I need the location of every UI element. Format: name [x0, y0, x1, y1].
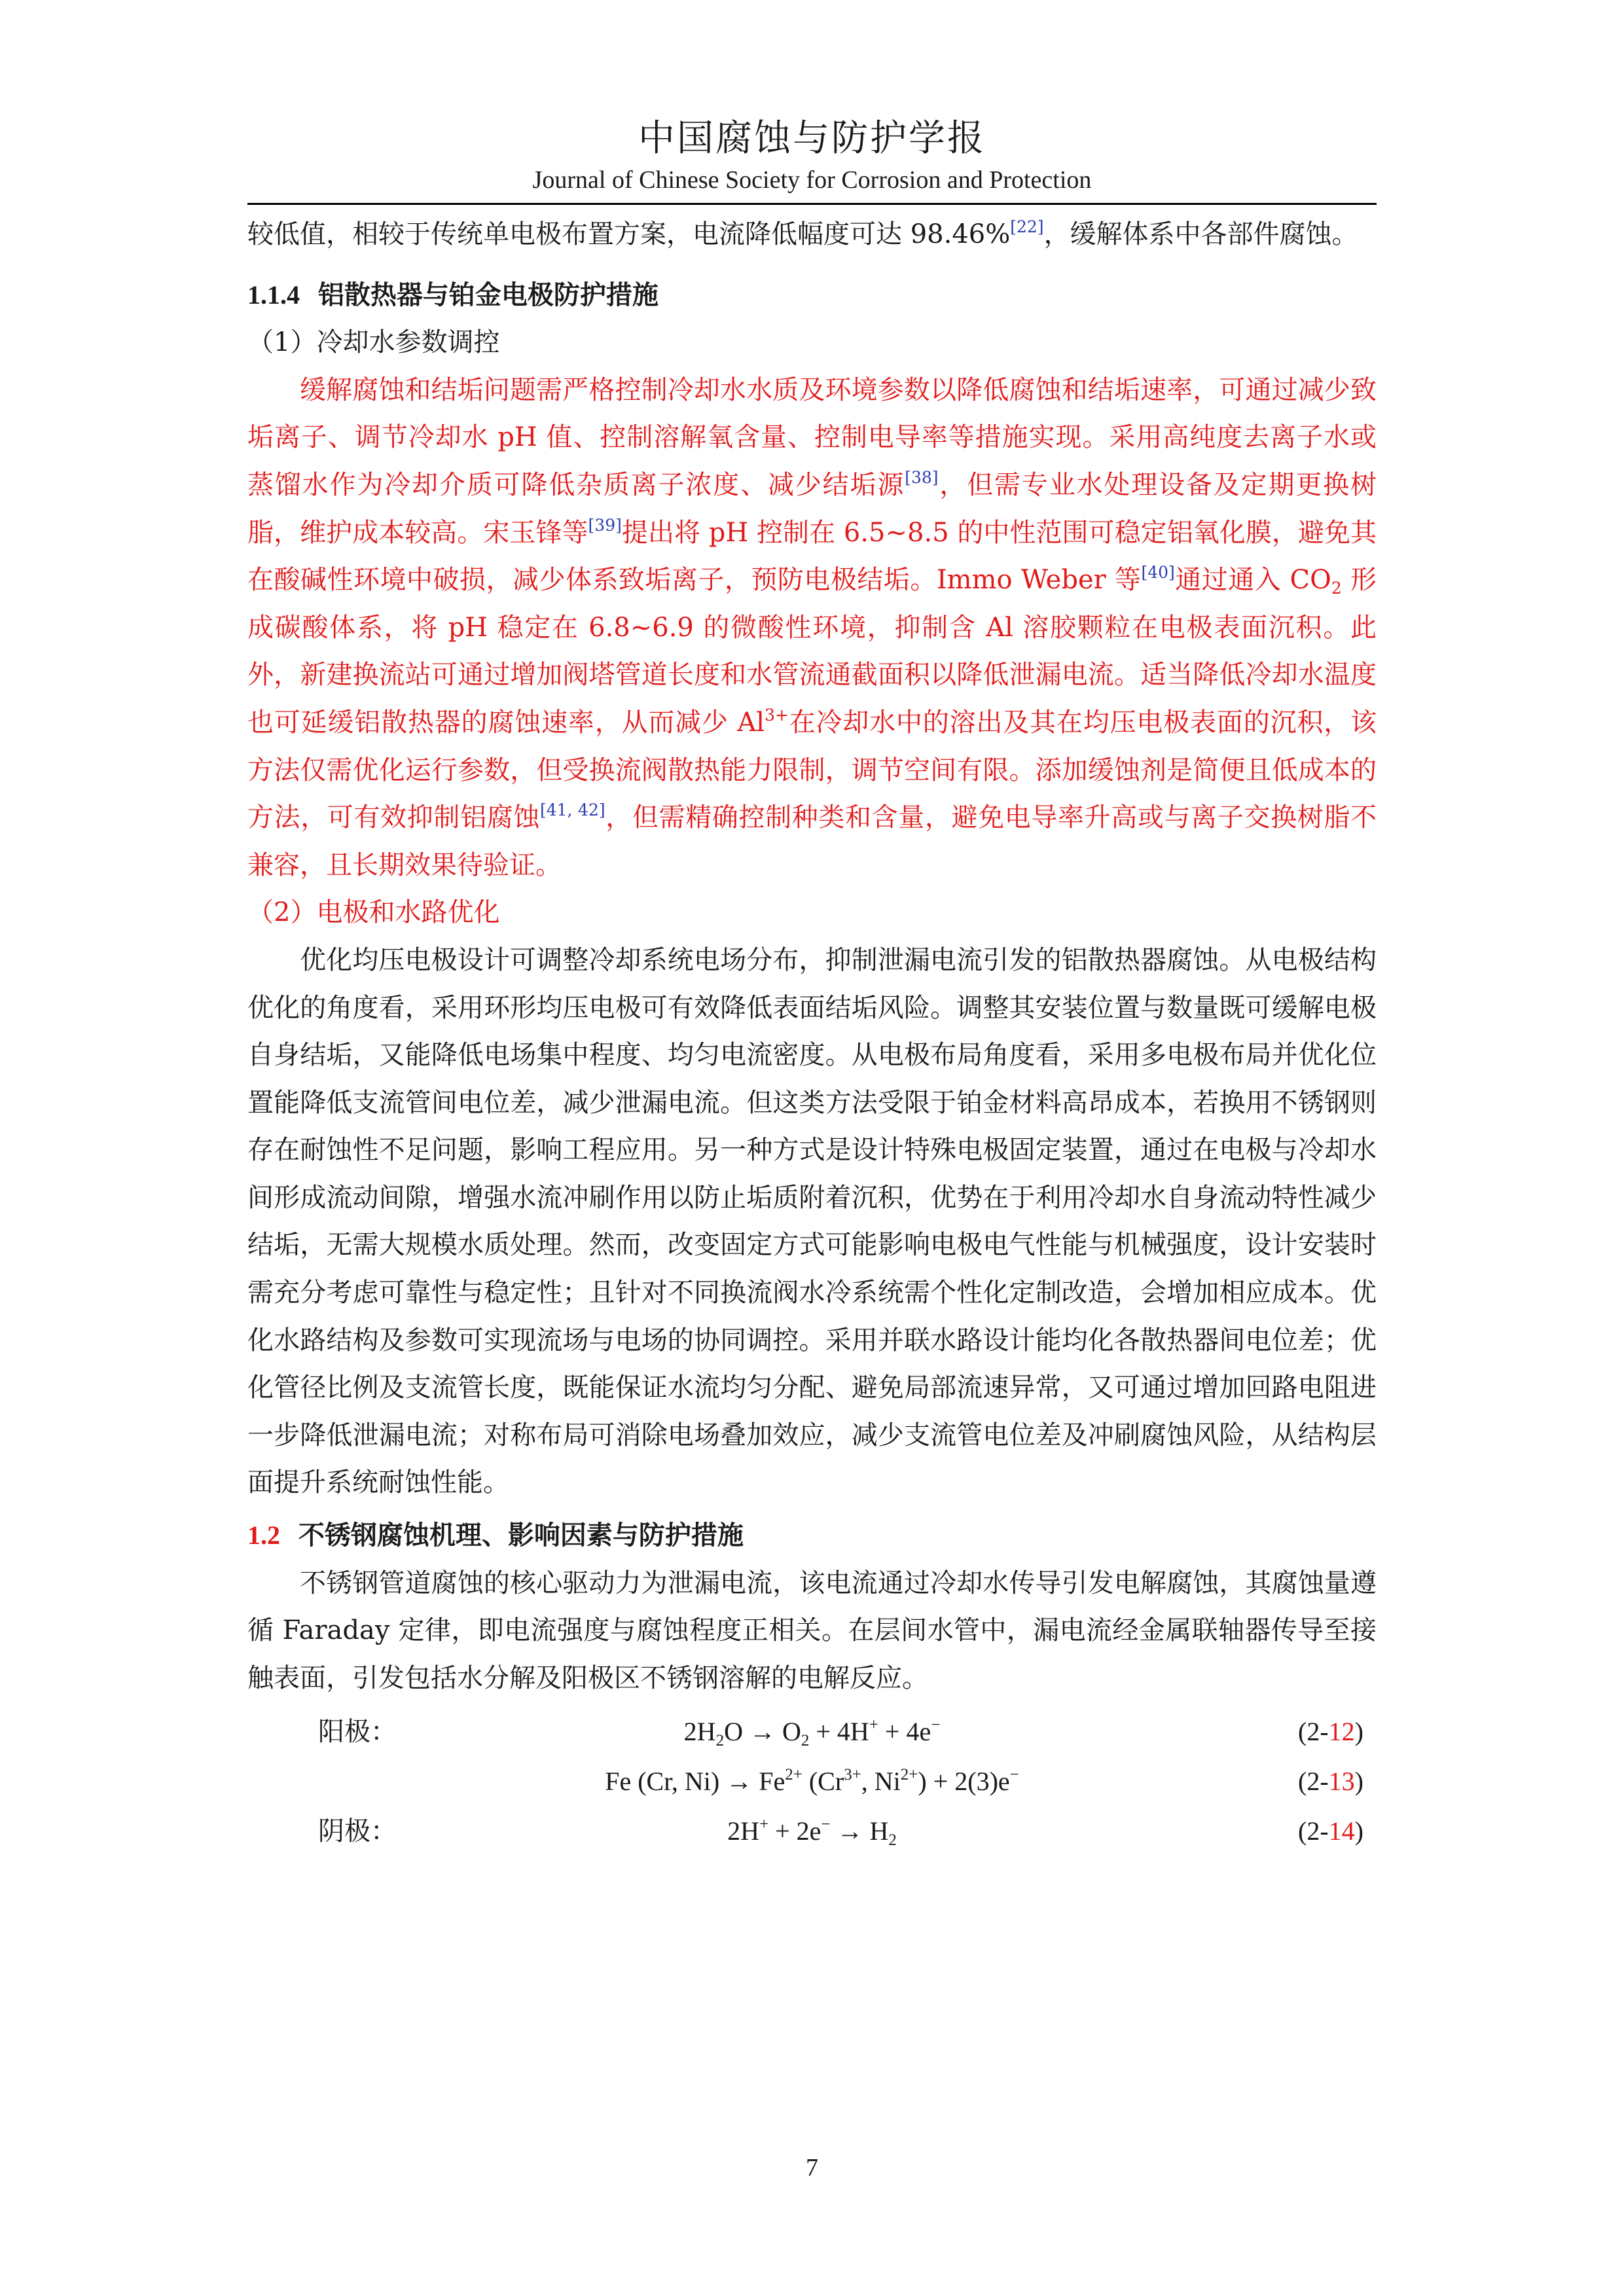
section-number: 1.1.4 [247, 279, 300, 310]
anode-label: 阳极： [318, 1717, 397, 1748]
equation-body: Fe (Cr, $Ni) \to Fe^{2+}$ ($Cr^{3+}$, $Ni^{2+}) + 2(3)e^-$ [605, 1766, 1019, 1797]
text-run: 缓解腐蚀和结垢问题需严格控制冷却水水质及环境参数以降低腐蚀和结垢速率，可通过减少致垢离子、调节冷却水 pH 值、控制溶解氧含量、控制电导率等措施实现。采用高纯度去离子水或蒸馏水作为冷却介质可降低杂质离子浓度、减少结垢源 [247, 374, 1377, 500]
equation-2-13 [247, 1758, 1377, 1808]
text-run: ，但需专业水处理设备及定期更换树脂，维护成本较高。宋玉锋等 [247, 469, 1377, 548]
eqno-suffix: ) [1354, 1717, 1363, 1747]
page-number: 7 [806, 2154, 818, 2181]
equation-number [1298, 1708, 1363, 1756]
text-run: 通过通入 CO [1174, 565, 1331, 596]
text-run: ，缓解体系中各部件腐蚀。 [1043, 219, 1358, 249]
equation-block [247, 1708, 1377, 1857]
eqno-value: 14 [1328, 1816, 1355, 1846]
text-run: 较低值，相较于传统单电极布置方案，电流降低幅度可达 98.46% [247, 219, 1011, 249]
eqno-suffix: ) [1354, 1767, 1363, 1797]
paragraph-continuation [247, 211, 1377, 259]
eqno-value: 13 [1328, 1767, 1355, 1797]
journal-header [247, 113, 1377, 195]
citation[interactable]: [38] [905, 467, 939, 487]
equation-2-12 [247, 1708, 1377, 1758]
header-rule [247, 203, 1377, 205]
paragraph-stainless-steel: 不锈钢管道腐蚀的核心驱动力为泄漏电流，该电流通过冷却水传导引发电解腐蚀，其腐蚀量遵循 Faraday 定律，即电流强度与腐蚀程度正相关。在层间水管中，漏电流经金属联轴器传导至接触表面，引发包括水分解及阳极区不锈钢溶解的电解反应。 [247, 1568, 1377, 1693]
eqno-prefix: (2- [1298, 1767, 1329, 1797]
superscript: 3+ [765, 705, 789, 725]
text-run: 提出将 pH 控制在 6.5~8.5 的中性范围可稳定铝氧化膜，避免其在酸碱性环境中破损，减少体系致垢离子，预防电极结垢。Immo Weber 等 [247, 517, 1377, 596]
equation-body: $2H_2O \to O_2 + 4H^+ + 4e^-$ [683, 1716, 941, 1750]
equation-number [1298, 1758, 1363, 1806]
eqno-prefix: (2- [1298, 1816, 1329, 1846]
paragraph-cooling-water [247, 367, 1377, 889]
list-item-2: （2）电极和水路优化 [247, 897, 500, 928]
citation[interactable]: [41, 42] [539, 800, 605, 820]
citation[interactable]: [40] [1141, 563, 1175, 583]
equation-2-14 [247, 1808, 1377, 1857]
cathode-label: 阴极： [318, 1816, 397, 1847]
paragraph-electrode-optimization: 优化均压电极设计可调整冷却系统电场分布，抑制泄漏电流引发的铝散热器腐蚀。从电极结构优化的角度看，采用环形均压电极可有效降低表面结垢风险。调整其安装位置与数量既可缓解电极自身结垢，又能降低电场集中程度、均匀电流密度。从电极布局角度看，采用多电极布局并优化位置能降低支流管间电位差，减少泄漏电流。但这类方法受限于铂金材料高昂成本，若换用不锈钢则存在耐蚀性不足问题，影响工程应用。另一种方式是设计特殊电极固定装置，通过在电极与冷却水间形成流动间隙，增强水流冲刷作用以防止垢质附着沉积，优势在于利用冷却水自身流动特性减少结垢，无需大规模水质处理。然而，改变固定方式可能影响电极电气性能与机械强度，设计安装时需充分考虑可靠性与稳定性；且针对不同换流阀水冷系统需个性化定制改造，会增加相应成本。优化水路结构及参数可实现流场与电场的协同调控。采用并联水路设计能均化各散热器间电位差；优化管径比例及支流管长度，既能保证水流均匀分配、避免局部流速异常，又可通过增加回路电阻进一步降低泄漏电流；对称布局可消除电场叠加效应，减少支流管电位差及冲刷腐蚀风险，从结构层面提升系统耐蚀性能。 [247, 944, 1377, 1498]
equation-number [1298, 1808, 1363, 1856]
list-item-1: （1）冷却水参数调控 [247, 327, 500, 358]
citation[interactable]: [22] [1010, 217, 1044, 236]
section-title: 不锈钢腐蚀机理、影响因素与防护措施 [298, 1520, 744, 1551]
section-title: 铝散热器与铂金电极防护措施 [317, 279, 659, 310]
text-run: 在冷却水中的溶出及其在均压电极表面的沉积，该方法仅需优化运行参数，但受换流阀散热能力限制，调节空间有限。添加缓蚀剂是简便且低成本的方法，可有效抑制铝腐蚀 [247, 707, 1377, 833]
citation[interactable]: [39] [588, 515, 622, 535]
section-number: 1.2 [247, 1520, 280, 1551]
body-text [247, 211, 1377, 1857]
section-heading-1-1-4 [247, 272, 1377, 319]
eqno-prefix: (2- [1298, 1717, 1329, 1747]
section-heading-1-2 [247, 1512, 1377, 1560]
subscript: 2 [1331, 579, 1342, 598]
journal-title-en: Journal of Chinese Society for Corrosion and Protection [532, 166, 1092, 194]
equation-body: $2H^+ + 2e^- \to H_2$ [727, 1816, 897, 1850]
text-run: 形成碳酸体系，将 pH 稳定在 6.8~6.9 的微酸性环境，抑制含 Al 溶胶颗粒在电极表面沉积。此外，新建换流站可通过增加阀塔管道长度和水管流通截面积以降低泄漏电流。适当降低冷却水温度也可延缓铝散热器的腐蚀速率，从而减少 Al [247, 565, 1377, 738]
journal-title-cn: 中国腐蚀与防护学报 [638, 117, 986, 160]
eqno-suffix: ) [1354, 1816, 1363, 1846]
eqno-value: 12 [1328, 1717, 1355, 1747]
text-run: ，但需精确控制种类和含量，避免电导率升高或与离子交换树脂不兼容，且长期效果待验证。 [247, 802, 1377, 880]
